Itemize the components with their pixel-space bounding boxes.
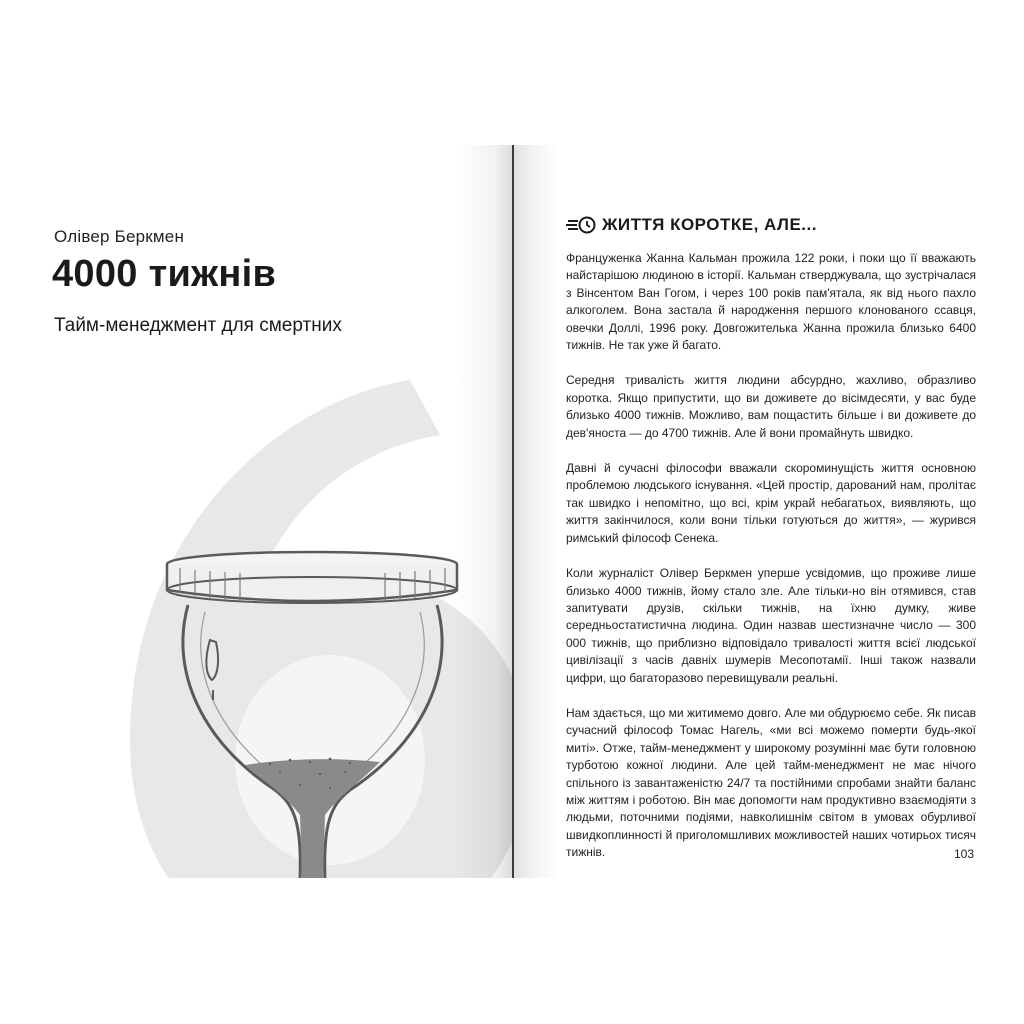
book-subtitle: Тайм-менеджмент для смертних bbox=[54, 315, 342, 336]
paragraph-5: Нам здається, що ми житимемо довго. Але ми обдурюємо себе. Як писав сучасний філософ Томас Нагель, «ми всі можемо померти будь-якої миті». Отже, тайм-менеджмент у широкому розумінні має бути головною турботою кожної людини. Але цей тайм-менеджмент не має нічого спільного із завантаженістю 24/7 та постійними спробами знайти баланс між життям і роботою. Він має допомогти нам продуктивно взаємодіяти з людьми, поточними подіями, навколишнім світом в умовах обурливої швидкоплинності й приголомшливих можливостей наших чотирьох тисяч тижнів. bbox=[566, 705, 976, 860]
author-name: Олівер Беркмен bbox=[54, 227, 185, 246]
section-heading bbox=[566, 215, 817, 235]
section-title: ЖИТТЯ КОРОТКЕ, АЛЕ... bbox=[602, 215, 817, 234]
hourglass-illustration bbox=[160, 550, 465, 878]
page-number: 103 bbox=[953, 847, 974, 861]
paragraph-1: Француженка Жанна Кальман прожила 122 роки, і поки що її вважають найстарішою людиною в історії. Кальман стверджувала, що зустрічалася з Вінсентом Ван Гогом, і через 100 років пам'ятала, як від нього пахло алкоголем. Вона застала й народження першого клонованого ссавця, овечки Доллі, 1996 року. Довгожителька Жанна прожила близько 6400 тижнів. Не так уже й багато. bbox=[566, 251, 976, 353]
book-title: 4000 тижнів bbox=[52, 253, 277, 295]
body-text bbox=[566, 250, 976, 878]
right-gutter-shadow bbox=[514, 145, 559, 878]
paragraph-2: Середня тривалість життя людини абсурдно, жахливо, образливо коротка. Якщо припустити, що ви доживете до вісімдесяти, у вас буде близько 4000 тижнів. Можливо, вам пощастить більше і ви доживете до дев'яноста — до 4700 тижнів. Але й вони промайнуть швидко. bbox=[566, 373, 976, 440]
left-page bbox=[0, 145, 513, 878]
right-page bbox=[514, 145, 1024, 878]
paragraph-4: Коли журналіст Олівер Беркмен уперше усвідомив, що проживе лише близько 4000 тижнів, йому стало зле. Але тільки-но він отямився, став запитувати друзів, скільки тижнів, на їхню думку, живе середньостатистична людина. Один назвав шестизначне число — 300 000 тижнів, що приблизно відповідало тривалості життя всієї людської цивілізації з часів давніх шумерів Месопотамії. Інші також назвали цифри, що багаторазово перевищували реальні. bbox=[566, 566, 976, 685]
timer-icon bbox=[566, 215, 596, 235]
paragraph-3: Давні й сучасні філософи вважали скороминущість життя основною проблемою людського існування. «Цей простір, дарований нам, пролітає так швидко і непомітно, що всі, крім украй небагатьох, виявляють, що життя закінчилося, коли вони тільки готуються до життя», — журився римський філософ Сенека. bbox=[566, 461, 976, 545]
